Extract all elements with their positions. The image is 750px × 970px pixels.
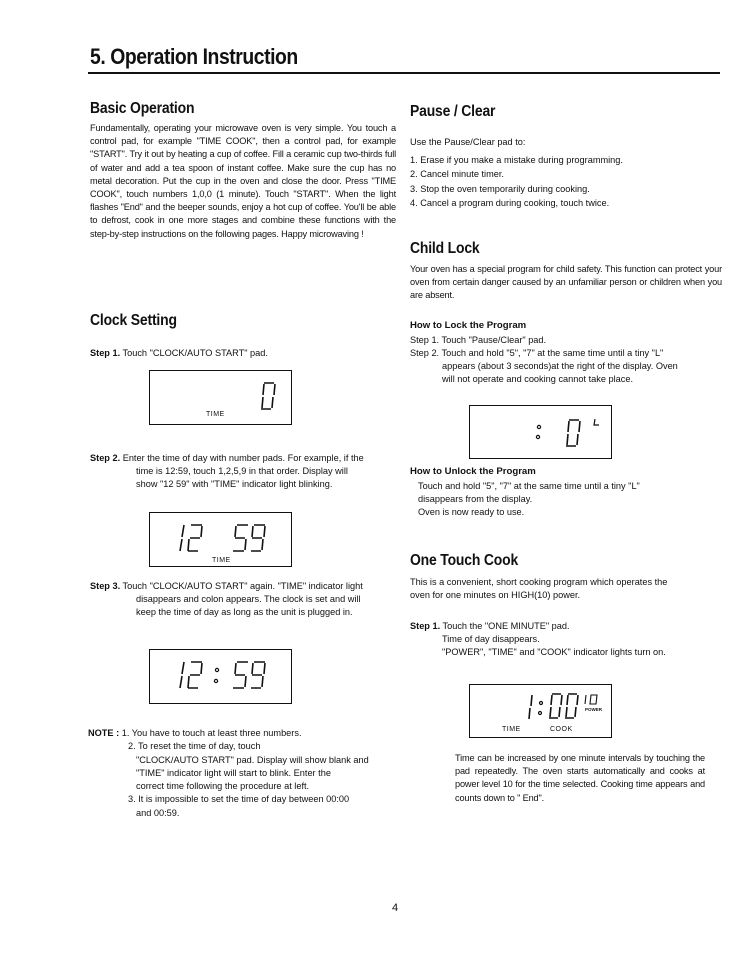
lock-step-2: Step 2. Touch and hold "5", "7" at the same time until a tiny "L"	[410, 348, 664, 358]
clock-step-2	[90, 452, 400, 491]
child-lock-text: Your oven has a special program for child safety. This function can protect your oven from certain danger caused by an unfamiliar person or children when you are absent.	[410, 264, 722, 301]
note-item-2-line: "CLOCK/AUTO START" pad. Display will show blank and	[136, 754, 369, 765]
lock-step-1: Step 1. Touch "Pause/Clear" pad.	[410, 335, 547, 345]
step-text-line: disappears and colon appears. The clock is set and will	[136, 594, 361, 604]
lock-steps	[410, 334, 722, 386]
clock-step-1	[90, 347, 268, 360]
power-indicator: POWER	[585, 707, 603, 712]
one-touch-cook-heading: One Touch Cook	[410, 552, 519, 569]
note-label: NOTE :	[88, 728, 120, 738]
note-block	[88, 727, 408, 820]
note-item-2-line: correct time following the procedure at left.	[136, 781, 310, 792]
lcd-display-blinking	[149, 512, 292, 567]
note-item-2: 2. To reset the time of day, touch	[128, 741, 261, 752]
lcd-display-one-minute	[469, 684, 612, 738]
step-text: Touch "CLOCK/AUTO START" pad.	[122, 348, 268, 358]
lock-step-2-line: will not operate and cooking cannot take place.	[442, 374, 634, 384]
step-label: Step 3.	[90, 581, 121, 591]
unlock-line: disappears from the display.	[418, 494, 533, 504]
lcd-display-clock-set	[149, 649, 292, 704]
lock-program-heading: How to Lock the Program	[410, 320, 527, 331]
intro-line: oven for one minutes on HIGH(10) power.	[410, 590, 581, 600]
page-title: 5. Operation Instruction	[90, 44, 298, 69]
child-lock-heading: Child Lock	[410, 240, 480, 257]
lcd-digits	[150, 650, 291, 703]
lcd-digits	[470, 406, 611, 458]
step-text-line: keep the time of day as long as the unit is plugged in.	[136, 607, 353, 617]
list-item: 4. Cancel a program during cooking, touch twice.	[410, 198, 610, 209]
unlock-program-heading: How to Unlock the Program	[410, 466, 536, 477]
lcd-display-child-lock	[469, 405, 612, 459]
lock-step-2-line: appears (about 3 seconds)at the right of the display. Oven	[442, 361, 678, 371]
step-text: Touch the "ONE MINUTE" pad.	[442, 621, 570, 631]
unlock-line: Oven is now ready to use.	[418, 507, 525, 517]
pause-clear-list	[410, 153, 623, 211]
step-label: Step 1.	[90, 348, 121, 358]
cook-indicator: COOK	[550, 726, 573, 733]
one-touch-step-1	[410, 620, 722, 659]
intro-line: This is a convenient, short cooking program which operates the	[410, 577, 668, 587]
time-indicator: TIME	[502, 726, 521, 733]
title-divider	[88, 72, 720, 74]
step-label: Step 2.	[90, 453, 121, 463]
basic-operation-heading: Basic Operation	[90, 100, 195, 117]
list-item: 1. Erase if you make a mistake during programming.	[410, 155, 623, 165]
step-text-line: "POWER", "TIME" and "COOK" indicator lights turn on.	[442, 647, 666, 657]
note-item-3: 3. It is impossible to set the time of day between 00:00	[128, 794, 350, 805]
note-item-2-line: "TIME" indicator light will start to blink. Enter the	[136, 767, 331, 778]
one-touch-intro	[410, 576, 722, 602]
time-indicator: TIME	[212, 557, 231, 564]
step-text-line: Time of day disappears.	[442, 634, 540, 644]
time-indicator: TIME	[206, 411, 225, 418]
step-text-line: Enter the time of day with number pads. For example, if the	[122, 453, 364, 463]
list-item: 3. Stop the oven temporarily during cooking.	[410, 183, 590, 194]
list-item: 2. Cancel minute timer.	[410, 169, 504, 180]
note-item-3-line: and 00:59.	[136, 807, 180, 818]
clock-setting-heading: Clock Setting	[90, 312, 177, 329]
one-touch-text: Time can be increased by one minute intervals by touching the pad repeatedly. The oven starts automatically and cooks at power level 10 for the time selected. Cooking time appears and counts down to " End".	[455, 753, 705, 803]
lcd-display-blank	[149, 370, 292, 425]
clock-step-3	[90, 580, 400, 619]
step-text-line: show "12 59" with "TIME" indicator light blinking.	[136, 479, 333, 489]
pause-clear-heading: Pause / Clear	[410, 103, 496, 120]
step-text-line: Touch "CLOCK/AUTO START" again. "TIME" indicator light	[122, 581, 363, 591]
basic-operation-text: Fundamentally, operating your microwave oven is very simple. You touch a control pad, for example "TIME COOK", then a control pad, for example "START". Try it out by heating a cup of coffee. Fill a ceramic cup two-thirds full of water and add a tea spoon of instant coffee. Make sure the cup has no metal decoration. Put the cup in the oven and close the door. Press "TIME COOK", touch numbers 1,0,0 (1 minute). Touch "START". When the light flashes "End" and the beeper sounds, enjoy a hot cup of coffee. You'll be able to defrost, cook in one more stages and combine these functions with the step-by-step instructions on the following pages. Happy microwaving !	[90, 123, 396, 239]
step-label: Step 1.	[410, 621, 441, 631]
unlock-steps	[418, 480, 722, 519]
step-text-line: time is 12:59, touch 1,2,5,9 in that order. Display will	[136, 466, 348, 476]
page-number: 4	[392, 902, 399, 914]
note-item-1: 1. You have to touch at least three numbers.	[121, 728, 302, 738]
pause-clear-intro: Use the Pause/Clear pad to:	[410, 137, 526, 147]
unlock-line: Touch and hold "5", "7" at the same time until a tiny "L"	[418, 481, 640, 491]
